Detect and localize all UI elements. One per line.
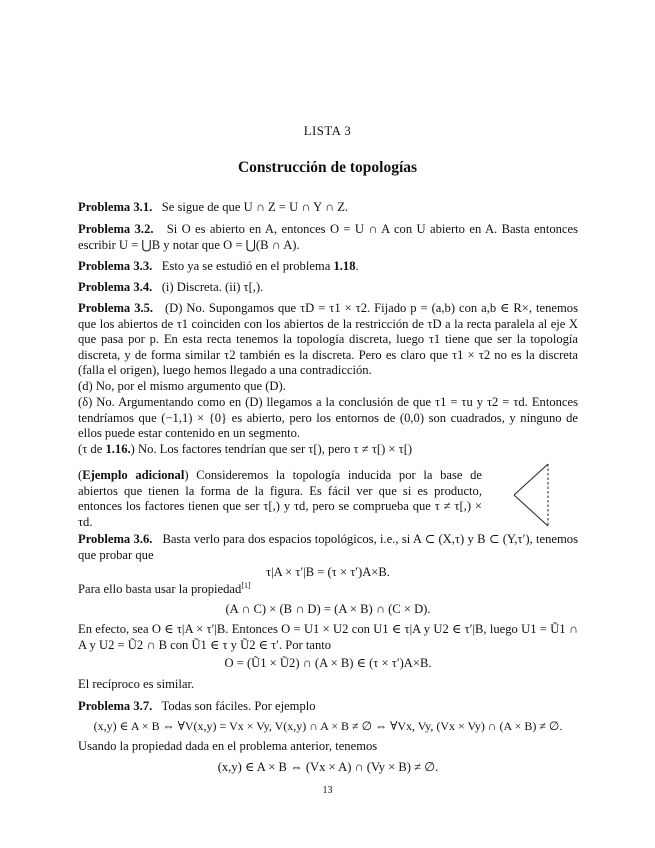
equation-3-6-2: (A ∩ C) × (B ∩ D) = (A × B) ∩ (C × D).	[225, 602, 431, 616]
problem-3-3	[78, 259, 578, 275]
problem-label: Problema 3.4.	[78, 280, 153, 294]
problem-label: Problema 3.6.	[78, 532, 153, 546]
additional-example-text: Consideremos la topología inducida por la base de abiertos que tienen la forma de la figura. Es fácil ver que si es producto, entonces los factores tienen que ser τ[,) y τd, pero se comprueba que τ ≠ τ[,) × τd.	[78, 468, 483, 529]
using-text: Usando la propiedad dada en el problema anterior, tenemos	[78, 739, 378, 753]
additional-example: (Ejemplo adicional) Consideremos la topología inducida por la base de abiertos que tienen la forma de la figura. Es fácil ver que si es producto, entonces los factores tienen que ser τ[,) y τd, pero se comprueba que τ ≠ τ[,) × τd.	[78, 468, 483, 529]
problem-3-2	[78, 222, 578, 253]
problem-3-1	[78, 200, 578, 216]
problem-label: Problema 3.5.	[78, 301, 154, 315]
chapter-label: LISTA 3	[303, 124, 352, 138]
additional-example-label: Ejemplo adicional	[82, 468, 185, 482]
problem-3-7	[78, 699, 578, 715]
problem-3-6	[78, 532, 578, 563]
problem-label: Problema 3.1.	[78, 200, 153, 214]
problem-text: Si O es abierto en A, entonces O = U ∩ A con U abierto en A. Basta entonces escribir U = ⋃B y notar que O = ⋃(B ∩ A).	[78, 222, 578, 252]
page-title: Construcción de topologías	[237, 159, 418, 176]
equation-3-7-1: (x,y) ∈ A × B ⇔ ∀V(x,y) = Vx × Vy, V(x,y) ∩ A × B ≠ ∅ ⇔ ∀Vx, Vy, (Vx × Vy) ∩ (A × B) ≠ ∅.	[93, 719, 563, 733]
equation-3-6-3: O = (Ũ1 × Ũ2) ∩ (A × B) ∈ (τ × τ′)A×B.	[224, 656, 432, 670]
tau-text: ) No. Los factores tendrían que ser τ[), pero τ ≠ τ[) × τ[)	[130, 442, 413, 456]
problem-label: Problema 3.7.	[78, 699, 153, 713]
problem-text: (D) No. Supongamos que τD = τ1 × τ2. Fijado p = (a,b) con a,b ∈ R×, tenemos que los abiertos de τ1 coinciden con los abiertos de la restricción de τD a la recta paralela al eje X que pasa por p. En esta recta tenemos la topología discreta, luego τ1 tiene que ser la topología discreta, y de forma similar τ2 también es la discreta. Pero es claro que τ1 × τ2 no es la discreta (falla el origen), luego hemos llegado a una contradicción.	[78, 301, 578, 378]
proof-text: En efecto, sea O ∈ τ|A × τ′|B. Entonces O = U1 × U2 con U1 ∈ τ|A y U2 ∈ τ′|B, luego U1 = Ũ1 ∩ A y U2 = Ũ2 ∩ B con Ũ1 ∈ τ y Ũ2 ∈ τ′. Por tanto	[78, 622, 578, 652]
problem-text: Se sigue de que U ∩ Z = U ∩ Y ∩ Z.	[161, 200, 349, 214]
problem-text: Basta verlo para dos espacios topológicos, i.e., si A ⊂ (X,τ) y B ⊂ (Y,τ′), tenemos que probar que	[78, 532, 578, 562]
problem-3-5	[78, 301, 578, 379]
figure-triangle	[510, 463, 556, 527]
sentence-end: .	[355, 259, 359, 273]
problem-text: Esto ya se estudió en el problema	[161, 259, 331, 273]
property-statement	[78, 582, 578, 598]
problem-3-4	[78, 280, 578, 296]
problem-reference: 1.18	[333, 259, 356, 273]
problem-3-5-part-tau	[78, 442, 578, 458]
problem-text: (i) Discreta. (ii) τ[,).	[161, 280, 264, 294]
problem-reference: 1.16.	[105, 442, 131, 456]
tau-prefix: (τ de	[78, 442, 103, 456]
problem-label: Problema 3.2.	[78, 222, 154, 236]
equation-3-7-2: (x,y) ∈ A × B ⇔ (Vx × A) ∩ (Vy × B) ≠ ∅.	[217, 760, 439, 774]
problem-label: Problema 3.3.	[78, 259, 153, 273]
equation-3-6-1: τ|A × τ′|B = (τ × τ′)A×B.	[266, 565, 390, 579]
footnote-ref: [1]	[241, 580, 251, 590]
property-text: Para ello basta usar la propiedad	[78, 582, 242, 596]
converse-text: El recíproco es similar.	[78, 677, 195, 691]
problem-3-5-part-d: (d) No, por el mismo argumento que (D).	[78, 379, 286, 393]
problem-3-5-part-delta: (δ) No. Argumentando como en (D) llegamos a la conclusión de que τ1 = τu y τ2 = τd. Entonces tendríamos que (−1,1) × {0} es abierto, pero los entornos de (0,0) son cuadrados, y ninguno de ellos puede estar contenido en un segmento.	[78, 395, 578, 441]
problem-text: Todas son fáciles. Por ejemplo	[161, 699, 316, 713]
page-number: 13	[322, 785, 333, 796]
